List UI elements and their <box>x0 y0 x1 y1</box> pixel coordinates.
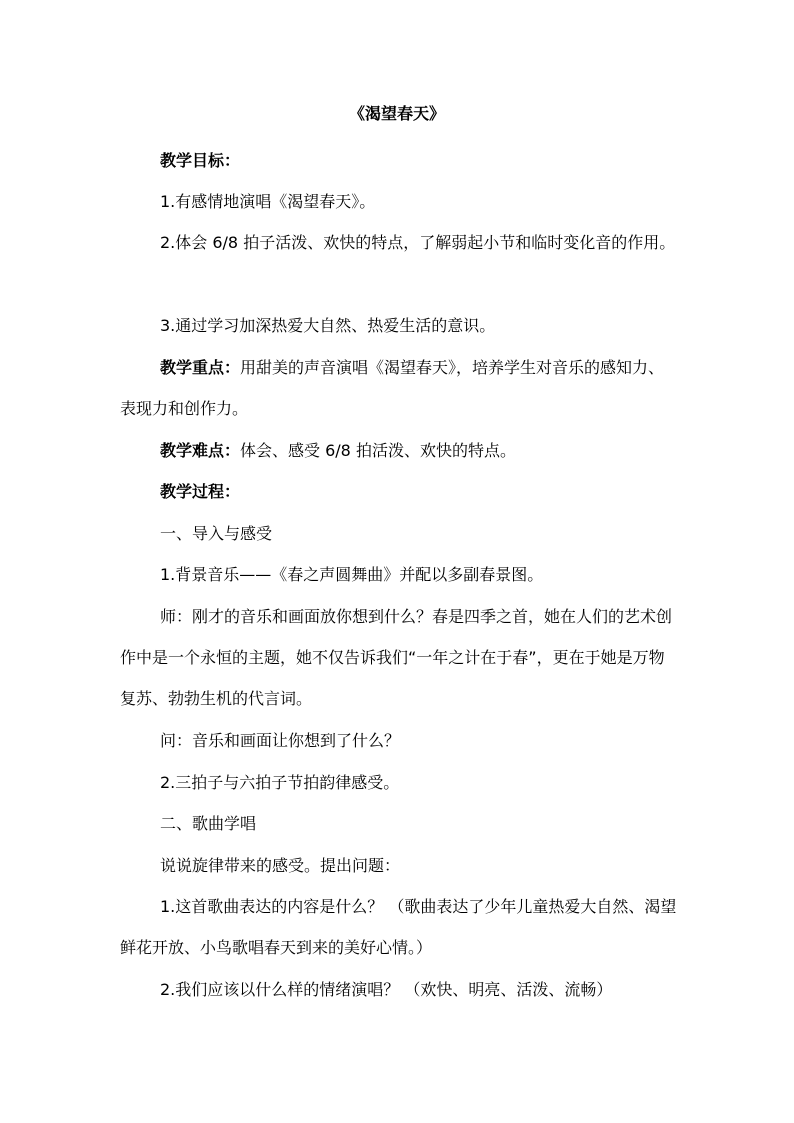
section-1-heading: 一、导入与感受 <box>160 524 273 543</box>
document-title: 《渴望春天》 <box>348 104 445 123</box>
process-heading: 教学过程： <box>160 482 241 501</box>
difficulty-paragraph <box>120 430 680 471</box>
objectives-heading: 教学目标： <box>160 151 241 170</box>
question-1: 问：音乐和画面让你想到了什么？ <box>160 731 401 750</box>
objective-3: 3.通过学习加深热爱大自然、热爱生活的意识。 <box>160 316 496 335</box>
key-point-text: 用甜美的声音演唱《渴望春天》，培养学生对音乐的感知力、表现力和创作力。 <box>120 358 665 418</box>
question-2-1: 1.这首歌曲表达的内容是什么？ （歌曲表达了少年儿童热爱大自然、渴望鲜花开放、小鸟歌唱春天到来的美好心情。） <box>120 897 677 957</box>
teacher-remark: 师：刚才的音乐和画面放你想到什么？春是四季之首，她在人们的艺术创作中是一个永恒的主题，她不仅告诉我们“一年之计在于春”，更在于她是万物复苏、勃勃生机的代言词。 <box>120 607 673 708</box>
difficulty-text: 体会、感受 6/8 拍活泼、欢快的特点。 <box>240 441 516 460</box>
section-2-heading: 二、歌曲学唱 <box>160 814 257 833</box>
key-point-label: 教学重点： <box>160 358 241 377</box>
question-2-2: 2.我们应该以什么样的情绪演唱？ （欢快、明亮、活泼、流畅） <box>160 980 613 999</box>
difficulty-label: 教学难点： <box>160 441 241 460</box>
objective-1: 1.有感情地演唱《渴望春天》。 <box>160 192 376 211</box>
melody-prompt: 说说旋律带来的感受。提出问题： <box>160 856 401 875</box>
key-point-paragraph <box>120 347 680 429</box>
step-1-2: 2.三拍子与六拍子节拍韵律感受。 <box>160 773 400 792</box>
step-1-1: 1.背景音乐——《春之声圆舞曲》并配以多副春景图。 <box>160 565 544 584</box>
objective-2: 2.体会 6/8 拍子活泼、欢快的特点，了解弱起小节和临时变化音的作用。 <box>160 233 676 252</box>
